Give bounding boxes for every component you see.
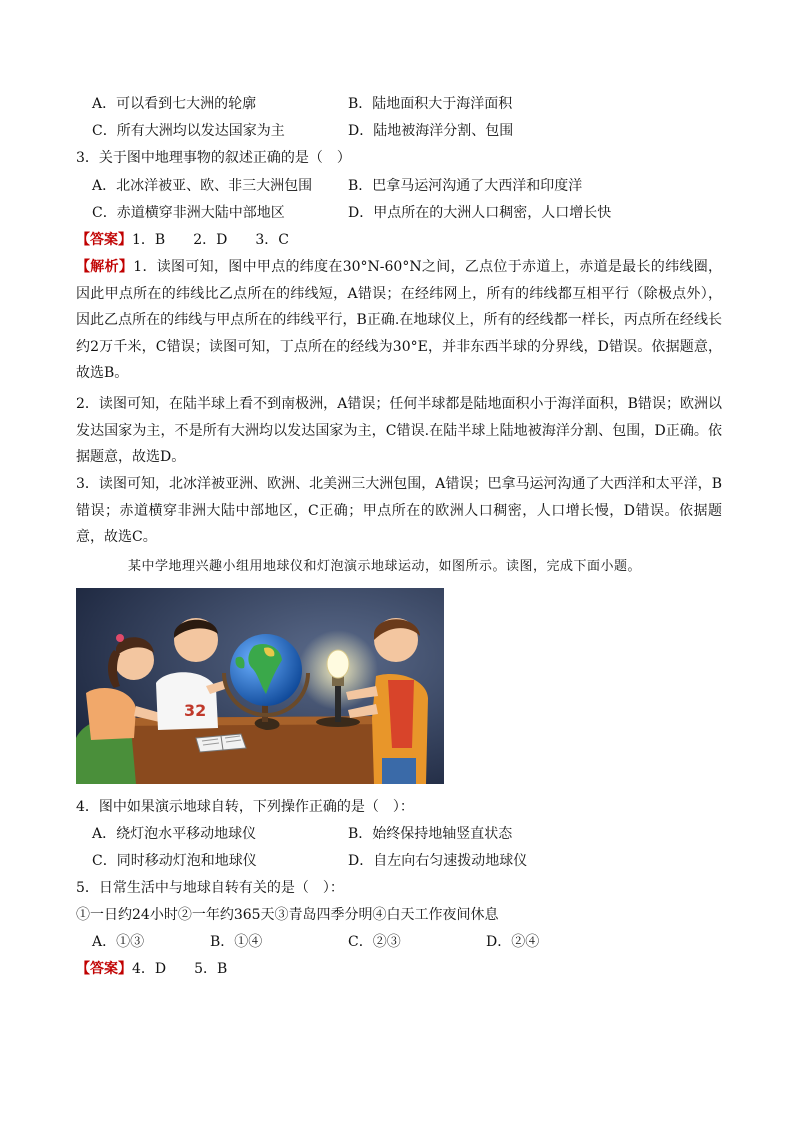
- answer-text: 1．B 2．D 3．C: [132, 232, 289, 248]
- analysis-paragraph-3: 3．读图可知，北冰洋被亚洲、欧洲、北美洲三大洲包围，A错误；巴拿马运河沟通了大西洋和太平洋，B错误；赤道横穿非洲大陆中部地区，C正确；甲点所在的欧洲人口稠密，人口增长慢，D错误。依据题意，故选C。: [76, 476, 722, 545]
- option-b: B．陆地面积大于海洋面积: [348, 96, 513, 112]
- option-a: A．可以看到七大洲的轮廓: [92, 96, 257, 112]
- question-3-option-d: D．甲点所在的大洲人口稠密，人口增长快: [348, 205, 612, 221]
- question-5-option-a: A．①③: [92, 934, 145, 950]
- answer-tag: 【答案】: [76, 961, 132, 977]
- question-3-option-a: A．北冰洋被亚、欧、非三大洲包围: [92, 178, 313, 194]
- globe-demo-illustration: [76, 588, 444, 784]
- question-4-option-d: D．自左向右匀速拨动地球仪: [348, 853, 528, 869]
- question-5-items: ①一日约24小时②一年约365天③青岛四季分明④白天工作夜间休息: [76, 907, 499, 923]
- shirt-number: 32: [184, 701, 207, 720]
- analysis-paragraph-2: 2．读图可知，在陆半球上看不到南极洲，A错误；任何半球都是陆地面积小于海洋面积，B错误；欧洲以发达国家为主，不是所有大洲均以发达国家为主，C错误.在陆半球上陆地被海洋分割、包围，D正确。依据题意，故选D。: [76, 396, 722, 465]
- question-5-option-b: B．①④: [210, 934, 263, 950]
- question-4-option-b: B．始终保持地轴竖直状态: [348, 826, 513, 842]
- scenario-intro: 某中学地理兴趣小组用地球仪和灯泡演示地球运动，如图所示。读图，完成下面小题。: [128, 559, 642, 574]
- question-4-stem: 4．图中如果演示地球自转，下列操作正确的是（ ）：: [76, 799, 414, 815]
- answer-tag: 【答案】: [76, 232, 132, 248]
- option-d: D．陆地被海洋分割、包围: [348, 123, 514, 139]
- answer-block-1: [76, 231, 289, 249]
- analysis-tag: 【解析】: [76, 259, 134, 275]
- question-3-stem: 3．关于图中地理事物的叙述正确的是（ ）: [76, 150, 351, 166]
- question-3-option-c: C．赤道横穿非洲大陆中部地区: [92, 205, 285, 221]
- answer-text: 4．D 5．B: [132, 961, 228, 977]
- question-4-option-a: A．绕灯泡水平移动地球仪: [92, 826, 257, 842]
- question-5-stem: 5．日常生活中与地球自转有关的是（ ）：: [76, 880, 344, 896]
- question-5-option-c: C．②③: [348, 934, 401, 950]
- question-4-option-c: C．同时移动灯泡和地球仪: [92, 853, 257, 869]
- answer-block-2: [76, 960, 227, 978]
- analysis-text-1: 1．读图可知，图中甲点的纬度在30°N-60°N之间，乙点位于赤道上，赤道是最长的纬线圈，因此甲点所在的纬线比乙点所在的纬线短，A错误；在经纬网上，所有的纬线都互相平行（除极点外），因此乙点所在的纬线与甲点所在的纬线平行，B正确.在地球仪上，所有的经线都一样长，丙点所在经线长约2万千米，C错误；读图可知，丁点所在的经线为30°E，并非东西半球的分界线，D错误。依据题意，故选B。: [76, 259, 723, 381]
- question-5-option-d: D．②④: [486, 934, 540, 950]
- option-c: C．所有大洲均以发达国家为主: [92, 123, 285, 139]
- analysis-paragraph-1: [76, 254, 722, 387]
- question-3-option-b: B．巴拿马运河沟通了大西洋和印度洋: [348, 178, 583, 194]
